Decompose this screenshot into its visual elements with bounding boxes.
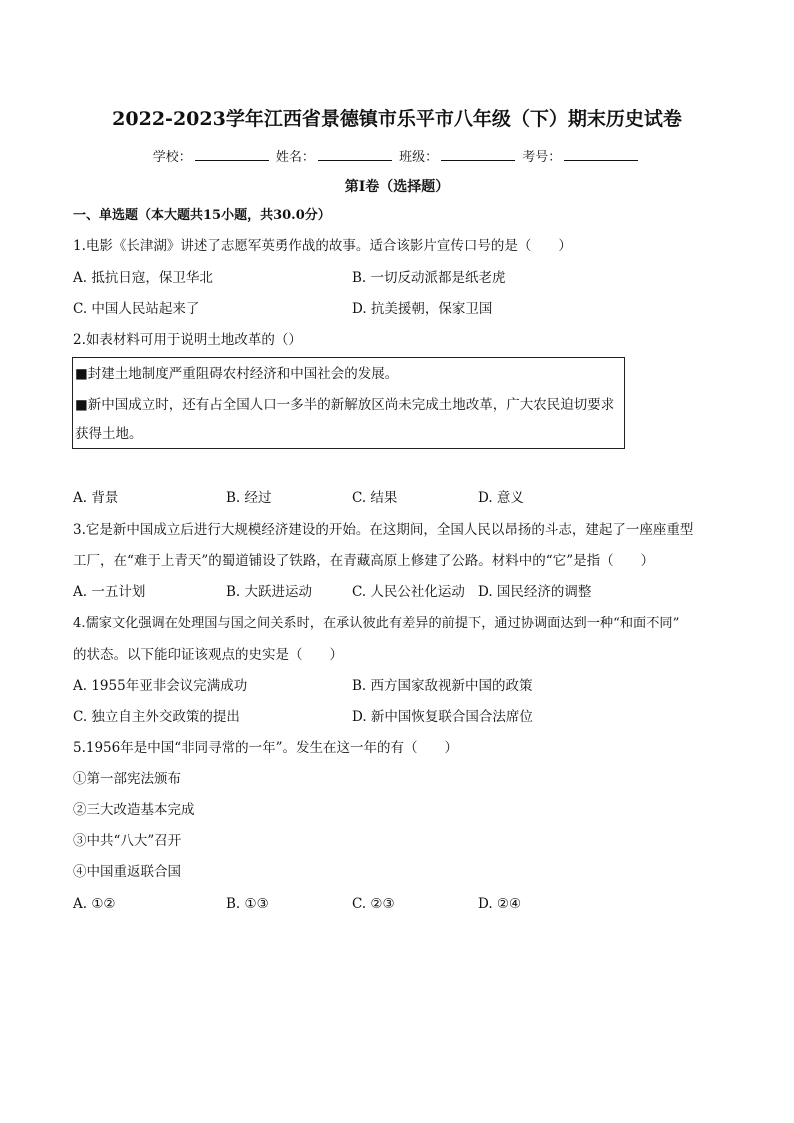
question-5-option-a: A. ①② [73,896,116,912]
question-3-stem-line-2: 工厂，在“难于上青天”的蜀道铺设了铁路，在青藏高原上修建了公路。材料中的“它”是指（ ） [73,553,655,569]
question-5-item-1: ①第一部宪法颁布 [73,771,181,787]
exam-no-label: 考号： [522,150,562,165]
question-5-item-4: ④中国重返联合国 [73,864,181,880]
question-2-option-c: C. 结果 [352,490,398,506]
question-1-option-a: A. 抵抗日寇，保卫华北 [73,270,213,286]
name-blank [318,150,392,161]
question-1-option-c: C. 中国人民站起来了 [73,301,200,317]
question-3-option-d: D. 国民经济的调整 [478,584,592,600]
question-3-option-b: B. 大跃进运动 [226,584,313,600]
question-2-stem: 2.如表材料可用于说明土地改革的（） [73,332,302,348]
page-title: 2022-2023学年江西省景德镇市乐平市八年级（下）期末历史试卷 [112,108,682,130]
question-4-option-d: D. 新中国恢复联合国合法席位 [352,709,533,725]
volume-heading: 第Ⅰ卷（选择题） [344,179,450,195]
class-label: 班级： [399,150,439,165]
question-2-material-box [72,357,625,449]
question-1-option-b: B. 一切反动派都是纸老虎 [352,270,506,286]
question-5-stem: 5.1956年是中国“非同寻常的一年”。发生在这一年的有（ ） [73,740,459,756]
exam-no-blank [564,150,638,161]
material-line-2: ■新中国成立时，还有占全国人口一多半的新解放区尚未完成土地改革，广大农民迫切要求 [75,397,615,413]
question-2-option-a: A. 背景 [73,490,119,506]
section-heading: 一、单选题（本大题共15小题，共30.0分） [73,208,331,223]
question-3-stem-line-1: 3.它是新中国成立后进行大规模经济建设的开始。在这期间，全国人民以昂扬的斗志，建起了一座座重型 [73,522,694,538]
question-1-stem: 1.电影《长津湖》讲述了志愿军英勇作战的故事。适合该影片宣传口号的是（ ） [73,238,572,254]
material-line-3: 获得土地。 [75,426,143,442]
question-5-option-c: C. ②③ [352,896,395,912]
question-4-stem-line-2: 的状态。以下能印证该观点的史实是（ ） [73,647,343,663]
question-5-option-b: B. ①③ [226,896,269,912]
material-line-1: ■封建土地制度严重阻碍农村经济和中国社会的发展。 [75,366,399,382]
question-4-option-a: A. 1955年亚非会议完满成功 [73,678,248,694]
question-1-option-d: D. 抗美援朝，保家卫国 [352,301,493,317]
question-2-option-d: D. 意义 [478,490,524,506]
question-5-item-2: ②三大改造基本完成 [73,802,195,818]
question-3-option-a: A. 一五计划 [73,584,146,600]
question-2-option-b: B. 经过 [226,490,272,506]
name-label: 姓名： [275,150,315,165]
question-4-option-b: B. 西方国家敌视新中国的政策 [352,678,533,694]
question-5-item-3: ③中共“八大”召开 [73,833,182,849]
question-3-option-c: C. 人民公社化运动 [352,584,465,600]
school-label: 学校： [152,150,192,165]
class-blank [441,150,515,161]
question-4-stem-line-1: 4.儒家文化强调在处理国与国之间关系时，在承认彼此有差异的前提下，通过协调面达到一种“和面不同” [73,616,680,631]
question-4-option-c: C. 独立自主外交政策的提出 [73,709,240,725]
school-blank [195,150,269,161]
student-info-row [0,146,794,165]
question-5-option-d: D. ②④ [478,896,522,912]
